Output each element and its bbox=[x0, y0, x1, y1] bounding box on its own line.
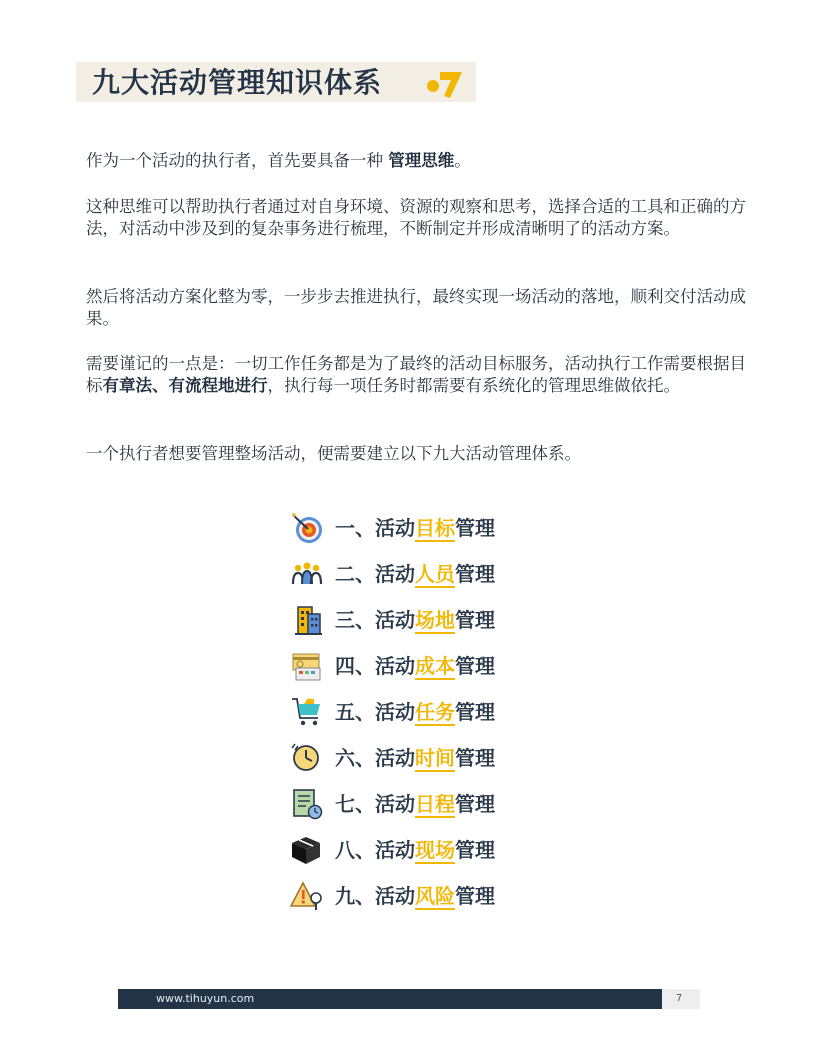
intro-paragraph-5: 一个执行者想要管理整场活动，便需要建立以下九大活动管理体系。 bbox=[86, 444, 581, 463]
page-number: 7 bbox=[675, 993, 683, 1004]
box-icon bbox=[290, 834, 324, 866]
footer-url[interactable]: www.tihuyun.com bbox=[156, 992, 255, 1005]
list-item-cost: 四、活动成本管理 bbox=[290, 648, 550, 684]
list-item-target: 一、活动目标管理 bbox=[290, 510, 550, 546]
list-item-task: 五、活动任务管理 bbox=[290, 694, 550, 730]
list-item-schedule: 七、活动日程管理 bbox=[290, 786, 550, 822]
bold-management-thinking: 管理思维 bbox=[388, 151, 455, 170]
building-icon bbox=[290, 604, 324, 636]
list-item-risk: 九、活动风险管理 bbox=[290, 878, 550, 914]
list-item-venue: 三、活动场地管理 bbox=[290, 602, 550, 638]
people-icon bbox=[290, 558, 324, 590]
list-item-people: 二、活动人员管理 bbox=[290, 556, 550, 592]
target-icon bbox=[290, 512, 324, 544]
intro-paragraph-1: 作为一个活动的执行者，首先要具备一种 管理思维。 bbox=[86, 151, 471, 170]
list-item-time: 六、活动时间管理 bbox=[290, 740, 550, 776]
bold-with-method-process: 有章法、有流程地进行 bbox=[102, 376, 268, 395]
cart-icon bbox=[290, 696, 324, 728]
list-item-onsite: 八、活动现场管理 bbox=[290, 832, 550, 868]
page-title: 九大活动管理知识体系 bbox=[92, 66, 383, 99]
cost-icon bbox=[290, 650, 324, 682]
intro-paragraph-2: 这种思维可以帮助执行者通过对自身环境、资源的观察和思考，选择合适的工具和正确的方法，对活动中涉及到的复杂事务进行梳理，不断制定并形成清晰明了的活动方案。 bbox=[86, 197, 746, 238]
schedule-icon bbox=[290, 788, 324, 820]
warning-icon bbox=[290, 880, 324, 912]
intro-paragraph-3: 然后将活动方案化整为零，一步步去推进执行，最终实现一场活动的落地，顺利交付活动成果。 bbox=[86, 287, 746, 328]
intro-paragraph-4: 需要谨记的一点是：一切工作任务都是为了最终的活动目标服务，活动执行工作需要根据目标有章法、有流程地进行，执行每一项任务时都需要有系统化的管理思维做依托。 bbox=[86, 354, 746, 395]
title-decoration-icon bbox=[424, 66, 464, 100]
clock-icon bbox=[290, 742, 324, 774]
